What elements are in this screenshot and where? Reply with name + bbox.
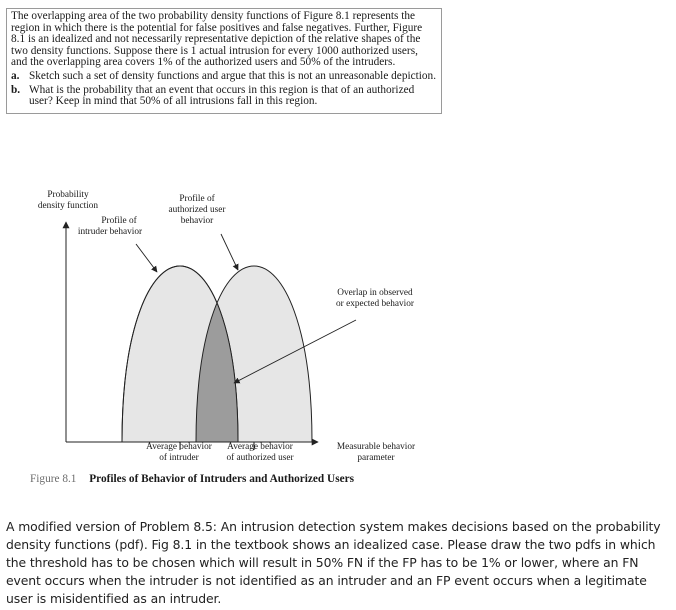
authorized-profile-line-3: behavior: [180, 216, 214, 226]
part-a-text: Sketch such a set of density functions and argue that this is not an unreasonable depiction.: [29, 69, 437, 82]
measurable-line-2: parameter: [357, 453, 395, 463]
intruder-profile-line-2: intruder behavior: [77, 227, 143, 237]
figure-caption-title: Profiles of Behavior of Intruders and Authorized Users: [89, 473, 355, 485]
figure-caption: [30, 473, 354, 485]
problem-part-a: [11, 71, 437, 83]
problem-part-b: [11, 85, 437, 108]
modified-problem-text: A modified version of Problem 8.5: An intrusion detection system makes decisions based on the probability density functions (pdf). Fig 8.1 in the textbook shows an idealized case. Please draw the two pdfs in which the threshold has to be chosen which will result in 50% FN if the FP has to be 1% or lower, where an FN event occurs when the intruder is not identified as an intruder and an FP event occurs when a legitimate user is misidentified as an intruder.: [6, 519, 661, 606]
avg-authorized-label: [214, 442, 306, 464]
avg-authorized-line-1: Average behavior: [227, 442, 293, 452]
avg-intruder-line-2: of intruder: [159, 453, 199, 463]
overlap-label-line-2: or expected behavior: [336, 299, 414, 309]
figure-caption-number: Figure 8.1: [30, 473, 77, 485]
problem-box: [6, 8, 442, 114]
avg-intruder-label: [136, 442, 222, 464]
measurable-line-1: Measurable behavior: [336, 442, 416, 452]
authorized-profile-label: [156, 194, 238, 227]
avg-authorized-line-2: of authorized user: [226, 453, 294, 463]
authorized-profile-line-2: authorized user: [168, 205, 226, 215]
y-axis-label-line-1: Probability: [47, 190, 89, 200]
avg-intruder-line-1: Average behavior: [146, 442, 212, 452]
y-axis-label: [22, 190, 114, 212]
intruder-profile-label: [62, 216, 158, 238]
part-b-label: b.: [11, 83, 21, 96]
intruder-pointer: [136, 244, 157, 272]
overlap-label: [326, 288, 424, 310]
problem-intro: The overlapping area of the two probability density functions of Figure 8.1 represents the region in which there is the potential for false positives and false negatives. Further, Figure 8.1 is an idealized and not necessarily representative depiction of the relative shapes of the two density functions. Suppose there is 1 actual intrusion for every 1000 authorized users, and the overlapping area covers 1% of the authorized users and 50% of the intruders.: [11, 10, 423, 69]
authorized-pointer: [221, 234, 238, 270]
figure-8-1: [0, 180, 440, 485]
authorized-profile-line-1: Profile of: [179, 194, 215, 204]
part-a-label: a.: [11, 69, 20, 82]
measurable-behavior-label: [326, 442, 426, 464]
part-b-text: What is the probability that an event that occurs in this region is that of an authorized user? Keep in mind that 50% of all intrusions fall in this region.: [29, 83, 415, 108]
overlap-label-line-1: Overlap in observed: [337, 288, 413, 298]
intruder-profile-line-1: Profile of: [101, 216, 137, 226]
y-axis-label-line-2: density function: [37, 201, 99, 211]
